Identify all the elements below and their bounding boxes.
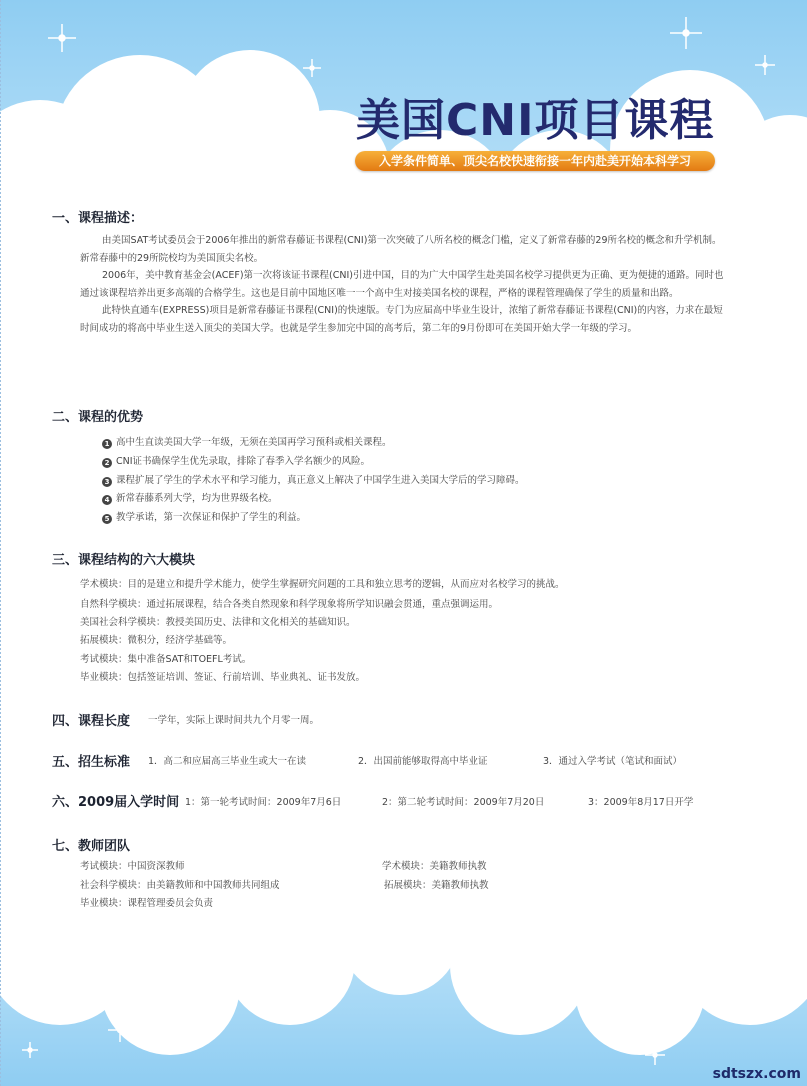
advantage-item: 4 新常春藤系列大学，均为世界级名校。 xyxy=(102,490,278,505)
module-item: 拓展模块：微积分，经济学基础等。 xyxy=(80,635,233,646)
description-paragraphs xyxy=(80,232,730,337)
section-heading-description: 一、课程描述： xyxy=(52,211,144,226)
advantage-item: 2 CNI证书确保学生优先录取，排除了春季入学名额少的风险。 xyxy=(102,453,370,468)
number-bullet-icon: 5 xyxy=(102,514,112,524)
module-item: 自然科学模块：通过拓展课程，结合各类自然现象和科学现象将所学知识融会贯通，重点强调运用。 xyxy=(80,599,499,610)
number-bullet-icon: 1 xyxy=(102,439,112,449)
subtitle-text: 入学条件简单、顶尖名校快速衔接一年内赴美开始本科学习 xyxy=(378,154,691,168)
description-paragraph-2: 2006年，美中教育基金会(ACEF)第一次将该证书课程(CNI)引进中国，目的为广大中国学生赴美国名校学习提供更为正确、更为便捷的通路。同时也通过该课程培养出更多高端的合格学生。这也是目前中国地区唯一一个高中生对接美国名校的课程，严格的课程管理确保了学生的质量和出路。 xyxy=(80,270,724,299)
teacher-item: 毕业模块：课程管理委员会负责 xyxy=(80,898,214,909)
site-watermark: sdtszx.com xyxy=(712,1066,801,1082)
page-title: 美国CNI项目课程 xyxy=(356,95,715,146)
description-paragraph-1: 由美国SAT考试委员会于2006年推出的新常春藤证书课程(CNI)第一次突破了八所名校的概念门槛，定义了新常春藤的29所名校的概念和升学机制。新常春藤中的29所院校均为美国顶尖名校。 xyxy=(80,235,722,264)
section-heading-teachers: 七、教师团队 xyxy=(52,839,131,854)
enrollment-item: 1：第一轮考试时间：2009年7月6日 xyxy=(185,797,342,808)
advantage-item: 3 课程扩展了学生的学术水平和学习能力，真正意义上解决了中国学生进入美国大学后的学习障碍。 xyxy=(102,472,525,487)
enrollment-item: 3：2009年8月17日开学 xyxy=(588,797,694,808)
description-paragraph-3: 此特快直通车(EXPRESS)项目是新常春藤证书课程(CNI)的快速版。专门为应届高中毕业生设计，浓缩了新常春藤证书课程(CNI)的内容，力求在最短时间成功的将高中毕业生送入顶尖的美国大学。也就是学生参加完中国的高考后，第二年的9月份即可在美国开始大学一年级的学习。 xyxy=(80,305,723,334)
module-item: 考试模块：集中准备SAT和TOEFL考试。 xyxy=(80,654,252,665)
module-item: 学术模块：目的是建立和提升学术能力，使学生掌握研究问题的工具和独立思考的逻辑，从而应对名校学习的挑战。 xyxy=(80,579,565,590)
section-heading-modules: 三、课程结构的六大模块 xyxy=(52,553,196,568)
section-heading-duration: 四、课程长度 xyxy=(52,714,131,729)
advantage-item: 1 高中生直读美国大学一年级，无须在美国再学习预科或相关课程。 xyxy=(102,434,392,449)
module-item: 毕业模块：包括签证培训、签证、行前培训、毕业典礼、证书发放。 xyxy=(80,672,366,683)
admission-item: 1．高二和应届高三毕业生或大一在读 xyxy=(148,756,307,767)
module-item: 美国社会科学模块：教授美国历史、法律和文化相关的基础知识。 xyxy=(80,617,356,628)
teacher-item: 拓展模块：美籍教师执教 xyxy=(384,880,489,891)
teacher-item: 考试模块：中国资深教师 xyxy=(80,861,185,872)
section-heading-admission: 五、招生标准 xyxy=(52,755,131,770)
subtitle-ribbon xyxy=(355,151,715,171)
number-bullet-icon: 4 xyxy=(102,495,112,505)
duration-text: 一学年，实际上课时间共九个月零一周。 xyxy=(148,715,320,726)
admission-item: 3．通过入学考试（笔试和面试） xyxy=(543,756,683,767)
teacher-item: 社会科学模块：由美籍教师和中国教师共同组成 xyxy=(80,880,280,891)
number-bullet-icon: 3 xyxy=(102,477,112,487)
number-bullet-icon: 2 xyxy=(102,458,112,468)
enrollment-item: 2：第二轮考试时间：2009年7月20日 xyxy=(382,797,545,808)
section-heading-advantages: 二、课程的优势 xyxy=(52,410,144,425)
advantage-item: 5 教学承诺，第一次保证和保护了学生的利益。 xyxy=(102,509,306,524)
section-heading-enrollment: 六、2009届入学时间 xyxy=(52,795,180,810)
teacher-item: 学术模块：美籍教师执教 xyxy=(382,861,487,872)
admission-item: 2．出国前能够取得高中毕业证 xyxy=(358,756,488,767)
